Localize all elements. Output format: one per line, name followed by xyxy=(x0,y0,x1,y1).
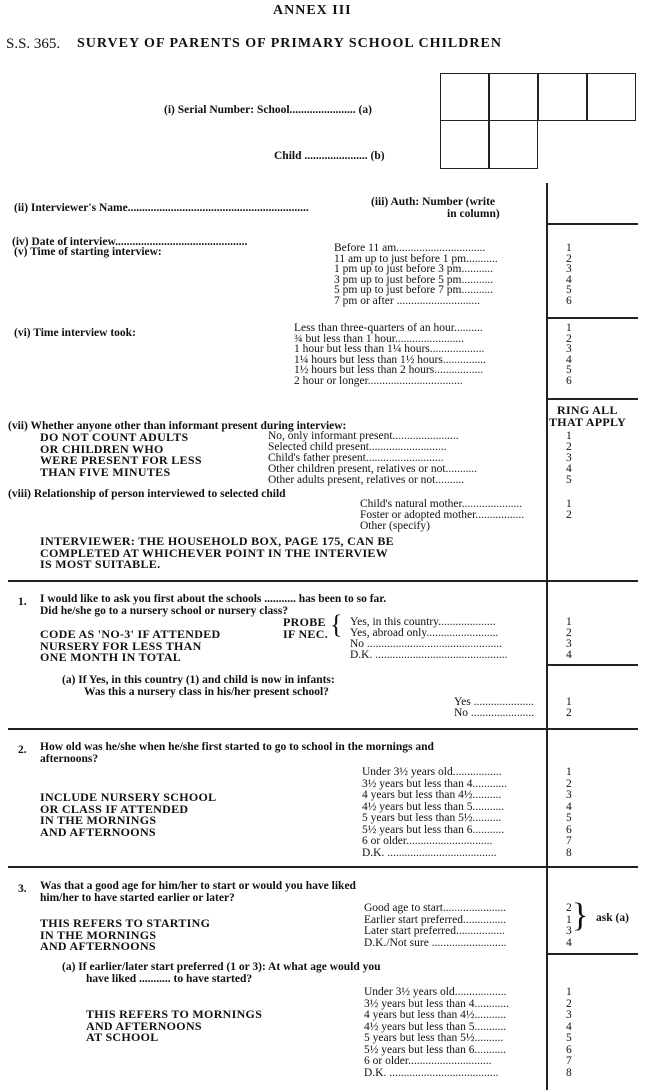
option-code[interactable]: 2 xyxy=(566,441,572,453)
instruction-note: IN THE MORNINGS xyxy=(40,813,157,827)
q3-ask-a: ask (a) xyxy=(596,912,629,924)
instruction-note: CODE AS 'NO-3' IF ATTENDED xyxy=(40,627,221,641)
option-code[interactable]: 6 xyxy=(566,823,572,836)
instruction-note: IN THE MORNINGS xyxy=(40,927,157,942)
option-code[interactable]: 1 xyxy=(566,430,572,442)
instruction-note: THIS REFERS TO STARTING xyxy=(40,916,211,930)
option-code[interactable]: 4 xyxy=(566,800,572,813)
option-label: 6 or older.............................. xyxy=(362,835,493,847)
option-code[interactable]: 2 xyxy=(566,627,572,639)
q1-text-2: Did he/she go to a nursery school or nursery class? xyxy=(40,605,288,617)
instruction-note: INCLUDE NURSERY SCHOOL xyxy=(40,790,217,804)
option-code[interactable]: 1 xyxy=(566,616,572,628)
option-label: Yes, in this country.................... xyxy=(350,616,496,628)
option-code[interactable]: 1 xyxy=(566,986,572,998)
option-code[interactable]: 3 xyxy=(566,343,572,356)
q3-number: 3. xyxy=(18,883,27,895)
option-code[interactable]: 5 xyxy=(566,812,572,824)
q1-text-1: I would like to ask you first about the schools ........... has been to so far. xyxy=(40,593,387,605)
option-code[interactable]: 6 xyxy=(566,375,572,387)
time-of-starting-label: (v) Time of starting interview: xyxy=(14,246,162,258)
option-label: Good age to start...................... xyxy=(364,902,507,914)
instruction-note: THIS REFERS TO MORNINGS xyxy=(86,1007,263,1021)
instruction-note: ONE MONTH IN TOTAL xyxy=(40,650,182,664)
option-code[interactable]: 3 xyxy=(566,925,572,937)
option-code[interactable]: 6 xyxy=(566,1043,572,1056)
option-code[interactable]: 4 xyxy=(566,273,572,286)
option-label: 2 hour or longer................................. xyxy=(294,375,463,387)
option-label: Other (specify) xyxy=(360,520,430,532)
option-label: Other children present, relatives or not........... xyxy=(268,463,478,475)
option-code[interactable]: 4 xyxy=(566,649,572,661)
option-code[interactable]: 4 xyxy=(566,463,572,475)
option-label: D.K. ...................................... xyxy=(364,1066,499,1079)
q1-brace: { xyxy=(330,610,343,639)
option-label: 3 pm up to just before 5 pm........... xyxy=(334,273,494,286)
serial-school-label: (i) Serial Number: School....................... (a) xyxy=(164,104,372,116)
instruction-note: THAN FIVE MINUTES xyxy=(40,464,171,479)
instruction-note: INTERVIEWER: THE HOUSEHOLD BOX, PAGE 175, CAN BE xyxy=(40,534,394,548)
option-label: No, only informant present....................... xyxy=(268,430,459,442)
option-label: Child's natural mother..................... xyxy=(360,498,523,510)
q2-text-1: How old was he/she when he/she first started to go to school in the mornings and xyxy=(40,741,434,753)
interviewer-name-label: (ii) Interviewer's Name............................................................... xyxy=(14,202,309,214)
option-label: 4 years but less than 4½.......... xyxy=(362,789,502,801)
option-label: Yes, abroad only......................... xyxy=(350,627,499,639)
instruction-note: IS MOST SUITABLE. xyxy=(40,557,161,571)
option-label: Later start preferred................. xyxy=(364,925,505,937)
option-label: 1½ hours but less than 2 hours................. xyxy=(294,364,484,377)
option-code[interactable]: 1 xyxy=(566,696,572,708)
q3-brace: } xyxy=(572,897,589,934)
option-label: Earlier start preferred............... xyxy=(364,913,507,926)
option-code[interactable]: 2 xyxy=(566,509,572,521)
survey-code: S.S. 365. xyxy=(6,36,61,52)
q3-text-2: him/her to have started earlier or later? xyxy=(40,892,235,904)
option-label: Before 11 am............................... xyxy=(334,242,486,254)
option-code[interactable]: 5 xyxy=(566,1032,572,1044)
option-label: 4½ years but less than 5........... xyxy=(362,800,505,813)
option-label: Other adults present, relatives or not.......... xyxy=(268,474,465,486)
option-label: 3½ years but less than 4............ xyxy=(362,777,508,790)
option-label: Less than three-quarters of an hour.......... xyxy=(294,322,483,334)
option-label: 3½ years but less than 4............ xyxy=(364,997,510,1010)
q1-number: 1. xyxy=(18,596,27,608)
option-label: Yes ..................... xyxy=(454,696,534,708)
option-label: 5 pm up to just before 7 pm........... xyxy=(334,284,494,297)
option-label: 5½ years but less than 6........... xyxy=(364,1043,507,1056)
option-label: Selected child present........................... xyxy=(268,441,447,453)
option-code[interactable]: 1 xyxy=(566,913,572,926)
auth-number-note: in column) xyxy=(447,208,500,220)
option-code[interactable]: 4 xyxy=(566,1020,572,1033)
time-took-label: (vi) Time interview took: xyxy=(14,327,136,339)
q2-number: 2. xyxy=(18,744,27,756)
option-label: ¾ but less than 1 hour........................ xyxy=(294,332,464,345)
option-label: No ............................................... xyxy=(350,638,503,650)
option-label: D.K. .............................................. xyxy=(350,649,508,661)
option-label: Foster or adopted mother................. xyxy=(360,509,525,521)
option-code[interactable]: 1 xyxy=(566,322,572,334)
option-code[interactable]: 5 xyxy=(566,284,572,297)
option-code[interactable]: 1 xyxy=(566,766,572,778)
date-of-interview-label: (iv) Date of interview.............................................. xyxy=(12,236,248,248)
ring-all-label: RING ALL xyxy=(557,403,618,417)
option-label: 4 years but less than 4½........... xyxy=(364,1009,507,1021)
instruction-note: OR CHILDREN WHO xyxy=(40,441,164,456)
that-apply-label: THAT APPLY xyxy=(549,415,627,429)
option-code[interactable]: 1 xyxy=(566,242,572,254)
option-code[interactable]: 2 xyxy=(566,777,572,790)
q3-text-1: Was that a good age for him/her to start or would you have liked xyxy=(40,880,356,892)
q1-probe: PROBE xyxy=(283,615,326,629)
option-code[interactable]: 3 xyxy=(566,638,572,650)
option-label: 5 years but less than 5½.......... xyxy=(362,812,502,824)
instruction-note: WERE PRESENT FOR LESS xyxy=(40,453,202,467)
option-label: D.K. ...................................... xyxy=(362,846,497,859)
q7-label: (vii) Whether anyone other than informant present during interview: xyxy=(8,420,347,432)
option-code[interactable]: 1 xyxy=(566,498,572,510)
option-label: No ...................... xyxy=(454,707,535,719)
option-label: 6 or older............................. xyxy=(364,1055,492,1067)
survey-title: SURVEY OF PARENTS OF PRIMARY SCHOOL CHILDREN xyxy=(77,36,502,51)
option-code[interactable]: 3 xyxy=(566,1009,572,1021)
option-label: 11 am up to just before 1 pm........... xyxy=(334,252,498,265)
q1a-text-2: Was this a nursery class in his/her present school? xyxy=(84,686,329,698)
q3a-text-2: have liked ........... to have started? xyxy=(86,973,253,985)
option-code[interactable]: 7 xyxy=(566,835,572,847)
option-code[interactable]: 5 xyxy=(566,364,572,377)
option-code[interactable]: 6 xyxy=(566,295,572,307)
auth-number-label: (iii) Auth: Number (write xyxy=(371,196,496,208)
option-label: 1 hour but less than 1¼ hours................... xyxy=(294,343,485,356)
option-code[interactable]: 2 xyxy=(566,332,572,345)
option-label: 1 pm up to just before 3 pm........... xyxy=(334,263,494,276)
option-code[interactable]: 8 xyxy=(566,846,572,859)
option-label: Under 3½ years old................. xyxy=(362,766,502,778)
instruction-note: NURSERY FOR LESS THAN xyxy=(40,638,202,653)
option-code[interactable]: 5 xyxy=(566,474,572,486)
annex-heading: ANNEX III xyxy=(273,3,352,18)
instruction-note: DO NOT COUNT ADULTS xyxy=(40,430,189,444)
option-code[interactable]: 2 xyxy=(566,707,572,719)
instruction-note: OR CLASS IF ATTENDED xyxy=(40,801,189,816)
instruction-note: AT SCHOOL xyxy=(86,1030,159,1044)
q1-probe-nec: IF NEC. xyxy=(283,627,328,641)
option-label: 1¼ hours but less than 1½ hours............... xyxy=(294,353,486,366)
option-label: 4½ years but less than 5........... xyxy=(364,1020,507,1033)
option-code[interactable]: 2 xyxy=(566,997,572,1010)
option-code[interactable]: 7 xyxy=(566,1055,572,1067)
option-label: D.K./Not sure .......................... xyxy=(364,936,507,949)
option-label: Child's father present........................... xyxy=(268,452,444,464)
q3a-text-1: (a) If earlier/later start preferred (1 or 3): At what age would you xyxy=(62,961,381,973)
option-label: Under 3½ years old.................. xyxy=(364,986,507,998)
instruction-note: AND AFTERNOONS xyxy=(86,1018,202,1033)
option-code[interactable]: 3 xyxy=(566,789,572,801)
option-code[interactable]: 4 xyxy=(566,353,572,366)
option-code[interactable]: 2 xyxy=(566,252,572,265)
q2-text-2: afternoons? xyxy=(40,753,99,765)
instruction-note: COMPLETED AT WHICHEVER POINT IN THE INTERVIEW xyxy=(40,545,389,560)
instruction-note: AND AFTERNOONS xyxy=(40,824,156,839)
option-code[interactable]: 3 xyxy=(566,452,572,464)
option-code[interactable]: 3 xyxy=(566,263,572,276)
option-code[interactable]: 2 xyxy=(566,902,572,914)
option-label: 5½ years but less than 6........... xyxy=(362,823,505,836)
q1a-text-1: (a) If Yes, in this country (1) and child is now in infants: xyxy=(62,674,335,686)
instruction-note: AND AFTERNOONS xyxy=(40,939,156,953)
option-label: 7 pm or after ............................. xyxy=(334,295,480,307)
serial-child-label: Child ...................... (b) xyxy=(274,150,385,162)
q8-label: (viii) Relationship of person interviewed to selected child xyxy=(8,488,286,500)
option-code[interactable]: 4 xyxy=(566,936,572,949)
option-code[interactable]: 8 xyxy=(566,1066,572,1079)
option-label: 5 years but less than 5½.......... xyxy=(364,1032,504,1044)
